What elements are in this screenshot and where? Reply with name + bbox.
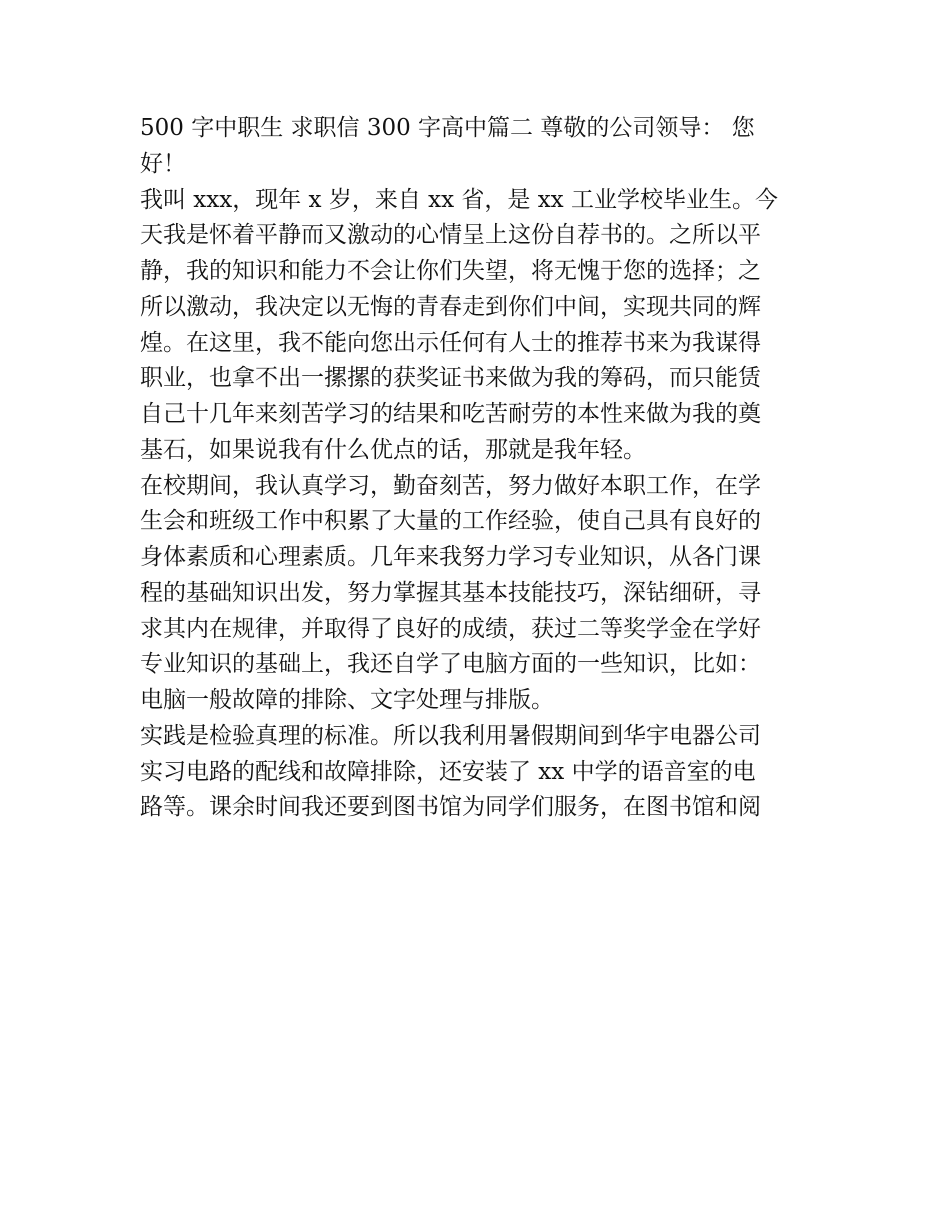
text-line: 身体素质和心理素质。几年来我努力学习专业知识，从各门课 (140, 544, 761, 570)
text-line: 实践是检验真理的标准。所以我利用暑假期间到华宇电器公司 (140, 722, 761, 749)
text-line: 在校期间，我认真学习，勤奋刻苦，努力做好本职工作，在学 (140, 472, 761, 499)
text-line: 程的基础知识出发，努力掌握其基本技能技巧，深钻细研，寻 (140, 579, 761, 606)
text-line: 路等。课余时间我还要到图书馆为同学们服务，在图书馆和阅 (140, 794, 761, 821)
text-line: 自己十几年来刻苦学习的结果和吃苦耐劳的本性来做为我的奠 (140, 401, 761, 427)
text-line: 好！ (140, 150, 186, 177)
text-line: 职业，也拿不出一摞摞的获奖证书来做为我的筹码，而只能赁 (140, 365, 761, 392)
text-line: 求其内在规律，并取得了良好的成绩，获过二等奖学金在学好 (140, 615, 761, 642)
text-line: 基石，如果说我有什么优点的话，那就是我年轻。 (140, 436, 646, 463)
text-line: 煌。在这里，我不能向您出示任何有人士的推荐书来为我谋得 (140, 329, 761, 356)
text-line: 静，我的知识和能力不会让你们失望，将无愧于您的选择；之 (140, 258, 761, 284)
letter-body (140, 111, 820, 826)
text-line: 天我是怀着平静而又激动的心情呈上这份自荐书的。之所以平 (140, 222, 761, 249)
text-line: 生会和班级工作中积累了大量的工作经验，使自己具有良好的 (140, 508, 761, 535)
text-line: 专业知识的基础上，我还自学了电脑方面的一些知识，比如： (140, 651, 761, 678)
text-line: 所以激动，我决定以无悔的青春走到你们中间，实现共同的辉 (140, 293, 761, 320)
text-line-title: 500 字中职生 求职信 300 字高中篇二 尊敬的公司领导： 您 (140, 115, 755, 141)
text-line: 我叫 xxx，现年 x 岁，来自 xx 省，是 xx 工业学校毕业生。今 (140, 186, 778, 213)
text-line: 实习电路的配线和故障排除，还安装了 xx 中学的语音室的电 (140, 758, 756, 785)
text-line: 电脑一般故障的排除、文字处理与排版。 (140, 687, 554, 713)
